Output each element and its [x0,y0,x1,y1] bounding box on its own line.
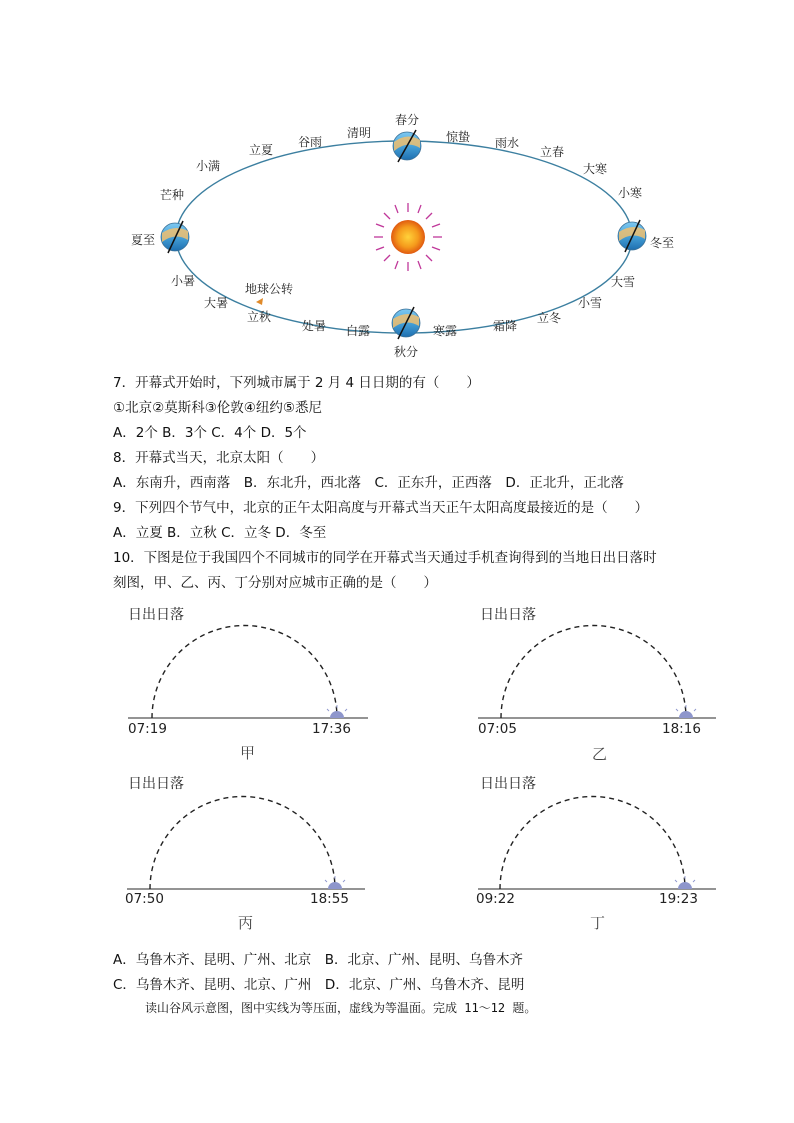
term-lichun: 立春 [540,145,565,159]
panel-bing-arc [127,797,365,890]
panel-yi-label: 乙 [592,745,608,763]
sun-icon [325,876,345,889]
question-7: 7．开幕式开始时，下列城市属于 2 月 4 日日期的有（ ） [113,375,480,391]
panel-ding-label: 丁 [590,914,606,932]
sun-icon [676,705,696,718]
term-yushui: 雨水 [495,136,520,150]
term-dahan: 大寒 [583,162,608,176]
term-dashu: 大暑 [204,296,229,310]
panel-bing-title: 日出日落 [128,776,184,792]
orbit-diagram [0,0,794,370]
earth-winter-solstice-icon [618,220,646,252]
question-10-options-ab: A．乌鲁木齐、昆明、广州、北京 B．北京、广州、昆明、乌鲁木齐 [113,952,523,968]
panel-ding-arc [478,797,716,890]
sunrise-sunset-panels [0,600,794,940]
term-qingming: 清明 [347,126,372,140]
term-xiazhi: 夏至 [131,233,156,247]
panel-bing-sunrise: 07:50 [125,891,164,907]
panel-jia-sunrise: 07:19 [128,721,167,737]
term-hanlu: 寒露 [433,324,458,338]
term-xiaoshu: 小暑 [171,274,196,288]
term-chunfen: 春分 [395,113,420,127]
question-8-options: A．东南升，西南落 B．东北升，西北落 C．正东升，正西落 D．正北升，正北落 [113,475,624,491]
panel-bing-label: 丙 [238,914,254,932]
panel-jia-sunset: 17:36 [312,721,351,737]
panel-yi-arc [478,626,716,719]
panel-ding-sunset: 19:23 [659,891,698,907]
term-daxue: 大雪 [611,275,636,289]
panel-ding-title: 日出日落 [480,776,536,792]
term-shuangjiang: 霜降 [493,319,518,333]
question-10-line2: 刻图，甲、乙、丙、丁分别对应城市正确的是（ ） [113,575,437,591]
term-guyu: 谷雨 [298,135,323,149]
term-xiaoman: 小满 [196,159,221,173]
sun-icon [675,876,695,889]
panel-yi-sunrise: 07:05 [478,721,517,737]
sun-icon [327,705,347,718]
panel-jia-title: 日出日落 [128,607,184,623]
earth-spring-equinox-icon [393,130,421,162]
sun-icon [374,203,442,271]
term-qiufen: 秋分 [394,345,419,359]
term-chushu: 处暑 [302,319,327,333]
term-mangzhong: 芒种 [160,188,185,202]
term-liqiu: 立秋 [247,310,272,324]
panel-jia-arc [128,626,368,719]
term-dongzhi: 冬至 [650,236,675,250]
panel-yi-title: 日出日落 [480,607,536,623]
question-7-options: A．2个 B．3个 C．4个 D．5个 [113,425,307,441]
earth-summer-solstice-icon [161,221,189,253]
term-bailu: 白露 [346,324,371,338]
term-lidong: 立冬 [537,311,562,325]
term-lixia: 立夏 [249,143,274,157]
panel-ding-sunrise: 09:22 [476,891,515,907]
earth-autumn-equinox-icon [392,307,420,339]
question-10-line1: 10．下图是位于我国四个不同城市的同学在开幕式当天通过手机查询得到的当地日出日落时 [113,550,657,566]
panel-jia-label: 甲 [240,744,256,762]
question-9-options: A．立夏 B．立秋 C．立冬 D．冬至 [113,525,327,541]
question-8: 8．开幕式当天，北京太阳（ ） [113,450,325,466]
panel-bing-sunset: 18:55 [310,891,349,907]
term-jingzhe: 惊蛰 [446,130,471,144]
revolution-label: 地球公转 [245,282,294,296]
revolution-arrow-icon [256,298,263,305]
panel-yi-sunset: 18:16 [662,721,701,737]
term-xiaohan: 小寒 [618,186,643,200]
reading-instruction: 读山谷风示意图，图中实线为等压面，虚线为等温面。完成 11～12 题。 [145,1001,537,1015]
question-10-options-cd: C．乌鲁木齐、昆明、北京、广州 D．北京、广州、乌鲁木齐、昆明 [113,977,525,993]
question-9: 9．下列四个节气中，北京的正午太阳高度与开幕式当天正午太阳高度最接近的是（ ） [113,500,649,516]
question-7-items: ①北京②莫斯科③伦敦④纽约⑤悉尼 [113,400,323,416]
term-xiaoxue: 小雪 [578,296,603,310]
